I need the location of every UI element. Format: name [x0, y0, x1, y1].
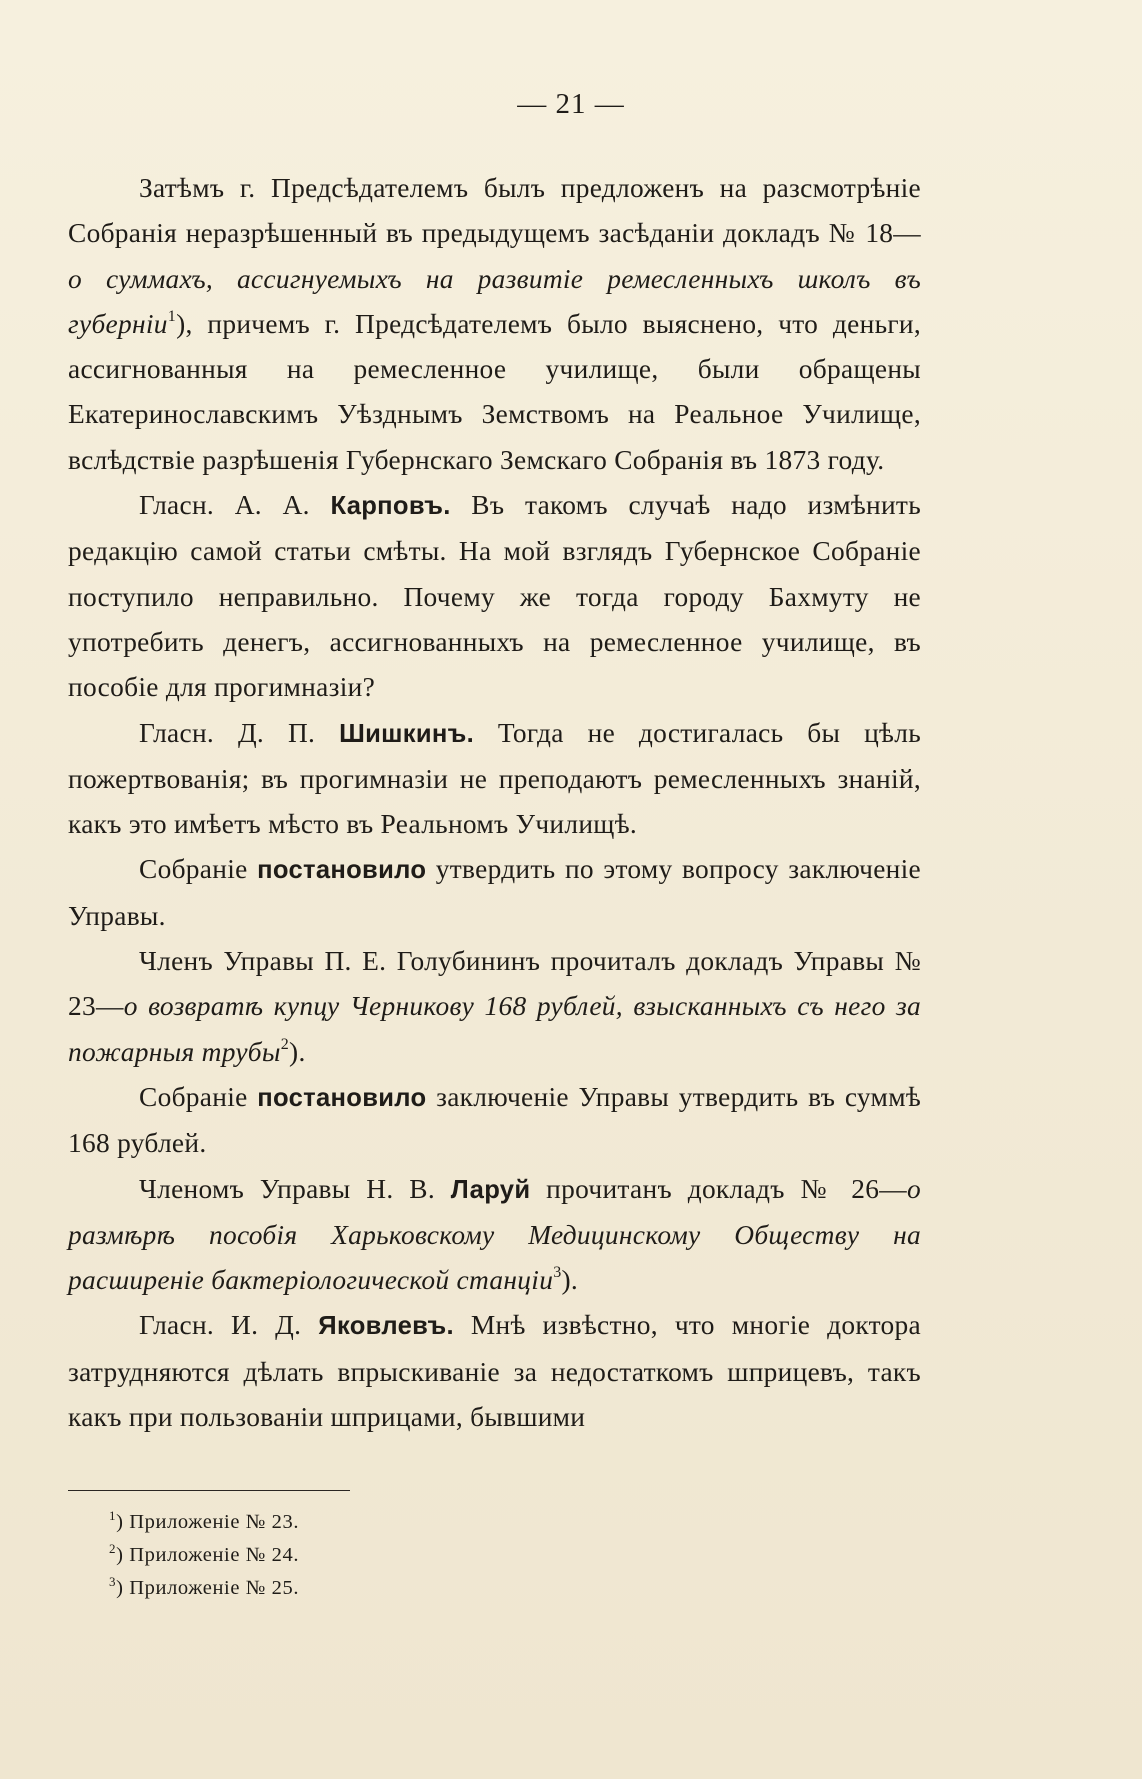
report-subject: о размѣрѣ пособія Харьковскому Медицинскому Обществу на расширеніе бактеріологической станціи: [68, 1173, 921, 1296]
paragraph-text: ), причемъ г. Предсѣдателемъ было выяснено, что деньги, ассигнованныя на ремесленное училище, были обращены Екатеринославскимъ Уѣзднымъ Земствомъ на Реальное Училище, вслѣдствіе разрѣшенія Губернскаго Земскаго Собранія въ 1873 году.: [68, 308, 921, 475]
footnote-mark: 3: [109, 1573, 117, 1589]
paragraph-text: Гласн. Д. П.: [139, 717, 340, 748]
paragraph-text: Гласн. И. Д.: [139, 1310, 319, 1341]
paragraph-text: прочитанъ докладъ № 26—: [530, 1173, 907, 1204]
paragraph: [68, 1075, 921, 1167]
footnote-divider: [68, 1490, 350, 1491]
paragraph: [68, 711, 921, 848]
footnotes: [109, 1506, 299, 1604]
paragraph-text: Собраніе: [139, 854, 258, 885]
footnote-text: ) Приложеніе № 23.: [116, 1511, 300, 1533]
footnote-reference: 2: [280, 1035, 290, 1053]
body-text: [68, 166, 921, 1440]
paragraph: [68, 166, 921, 483]
footnote-reference: 1: [167, 307, 177, 325]
paragraph-text: Въ такомъ случаѣ надо измѣнить редакцію самой статьи смѣты. На мой взглядъ Губернское Собраніе поступило неправильно. Почему же тогда городу Бахмуту не употребить денегъ, ассигнованныхъ на ремесленное училище, въ пособіе для прогимназіи?: [68, 490, 921, 703]
paragraph-text: Гласн. А. А.: [139, 490, 331, 521]
paragraph-text: Мнѣ извѣстно, что многіе доктора затрудняются дѣлать впрыскиваніе за недостаткомъ шприцевъ, такъ какъ при пользованіи шприцами, бывшими: [68, 1310, 922, 1433]
emphasized-word: Карповъ.: [330, 492, 451, 521]
footnote-mark: 2: [109, 1540, 117, 1556]
paragraph: [68, 483, 921, 710]
footnote: [109, 1506, 299, 1539]
paragraph-text: Членомъ Управы Н. В.: [139, 1173, 451, 1204]
report-subject: о возвратѣ купцу Черникову 168 рублей, взысканныхъ съ него за пожарныя трубы: [68, 991, 921, 1067]
emphasized-word: постановило: [257, 856, 427, 885]
emphasized-word: Шишкинъ.: [339, 719, 475, 748]
paragraph: [68, 847, 921, 939]
footnote-text: ) Приложеніе № 24.: [116, 1543, 300, 1566]
footnote-reference: 3: [553, 1264, 562, 1282]
paragraph-text: Затѣмъ г. Предсѣдателемъ былъ предложенъ на разсмотрѣніе Собранія неразрѣшенный въ предыдущемъ засѣданіи докладъ № 18—: [68, 173, 921, 249]
paragraph: [68, 1303, 921, 1440]
paragraph-text: Собраніе: [139, 1081, 258, 1112]
footnote: [109, 1539, 299, 1572]
paragraph-text: ).: [289, 1036, 306, 1067]
paragraph-text: ).: [561, 1265, 579, 1296]
paragraph-text: Членъ Управы П. Е. Голубининъ прочиталъ докладъ Управы № 23—: [68, 946, 921, 1022]
paragraph-text: утвердить по этому вопросу заключеніе Управы.: [68, 854, 921, 931]
emphasized-word: постановило: [257, 1083, 427, 1112]
emphasized-word: Яковлевъ.: [318, 1312, 454, 1341]
footnote: [109, 1572, 299, 1605]
footnote-text: ) Приложеніе № 25.: [116, 1576, 300, 1599]
paragraph: [68, 1167, 921, 1304]
paragraph-text: заключеніе Управы утвердить въ суммѣ 168 рублей.: [68, 1081, 921, 1159]
page-number: — 21 —: [517, 88, 625, 120]
report-subject: о суммахъ, ассигнуемыхъ на развитіе ремесленныхъ школъ въ губерніи: [68, 263, 921, 339]
footnote-mark: 1: [109, 1508, 117, 1523]
paragraph-text: Тогда не достигалась бы цѣль пожертвованія; въ прогимназіи не преподаютъ ремесленныхъ знаній, какъ это имѣетъ мѣсто въ Реальномъ Училищѣ.: [68, 717, 921, 840]
emphasized-word: Ларуй: [450, 1175, 531, 1204]
paragraph: [68, 939, 921, 1075]
